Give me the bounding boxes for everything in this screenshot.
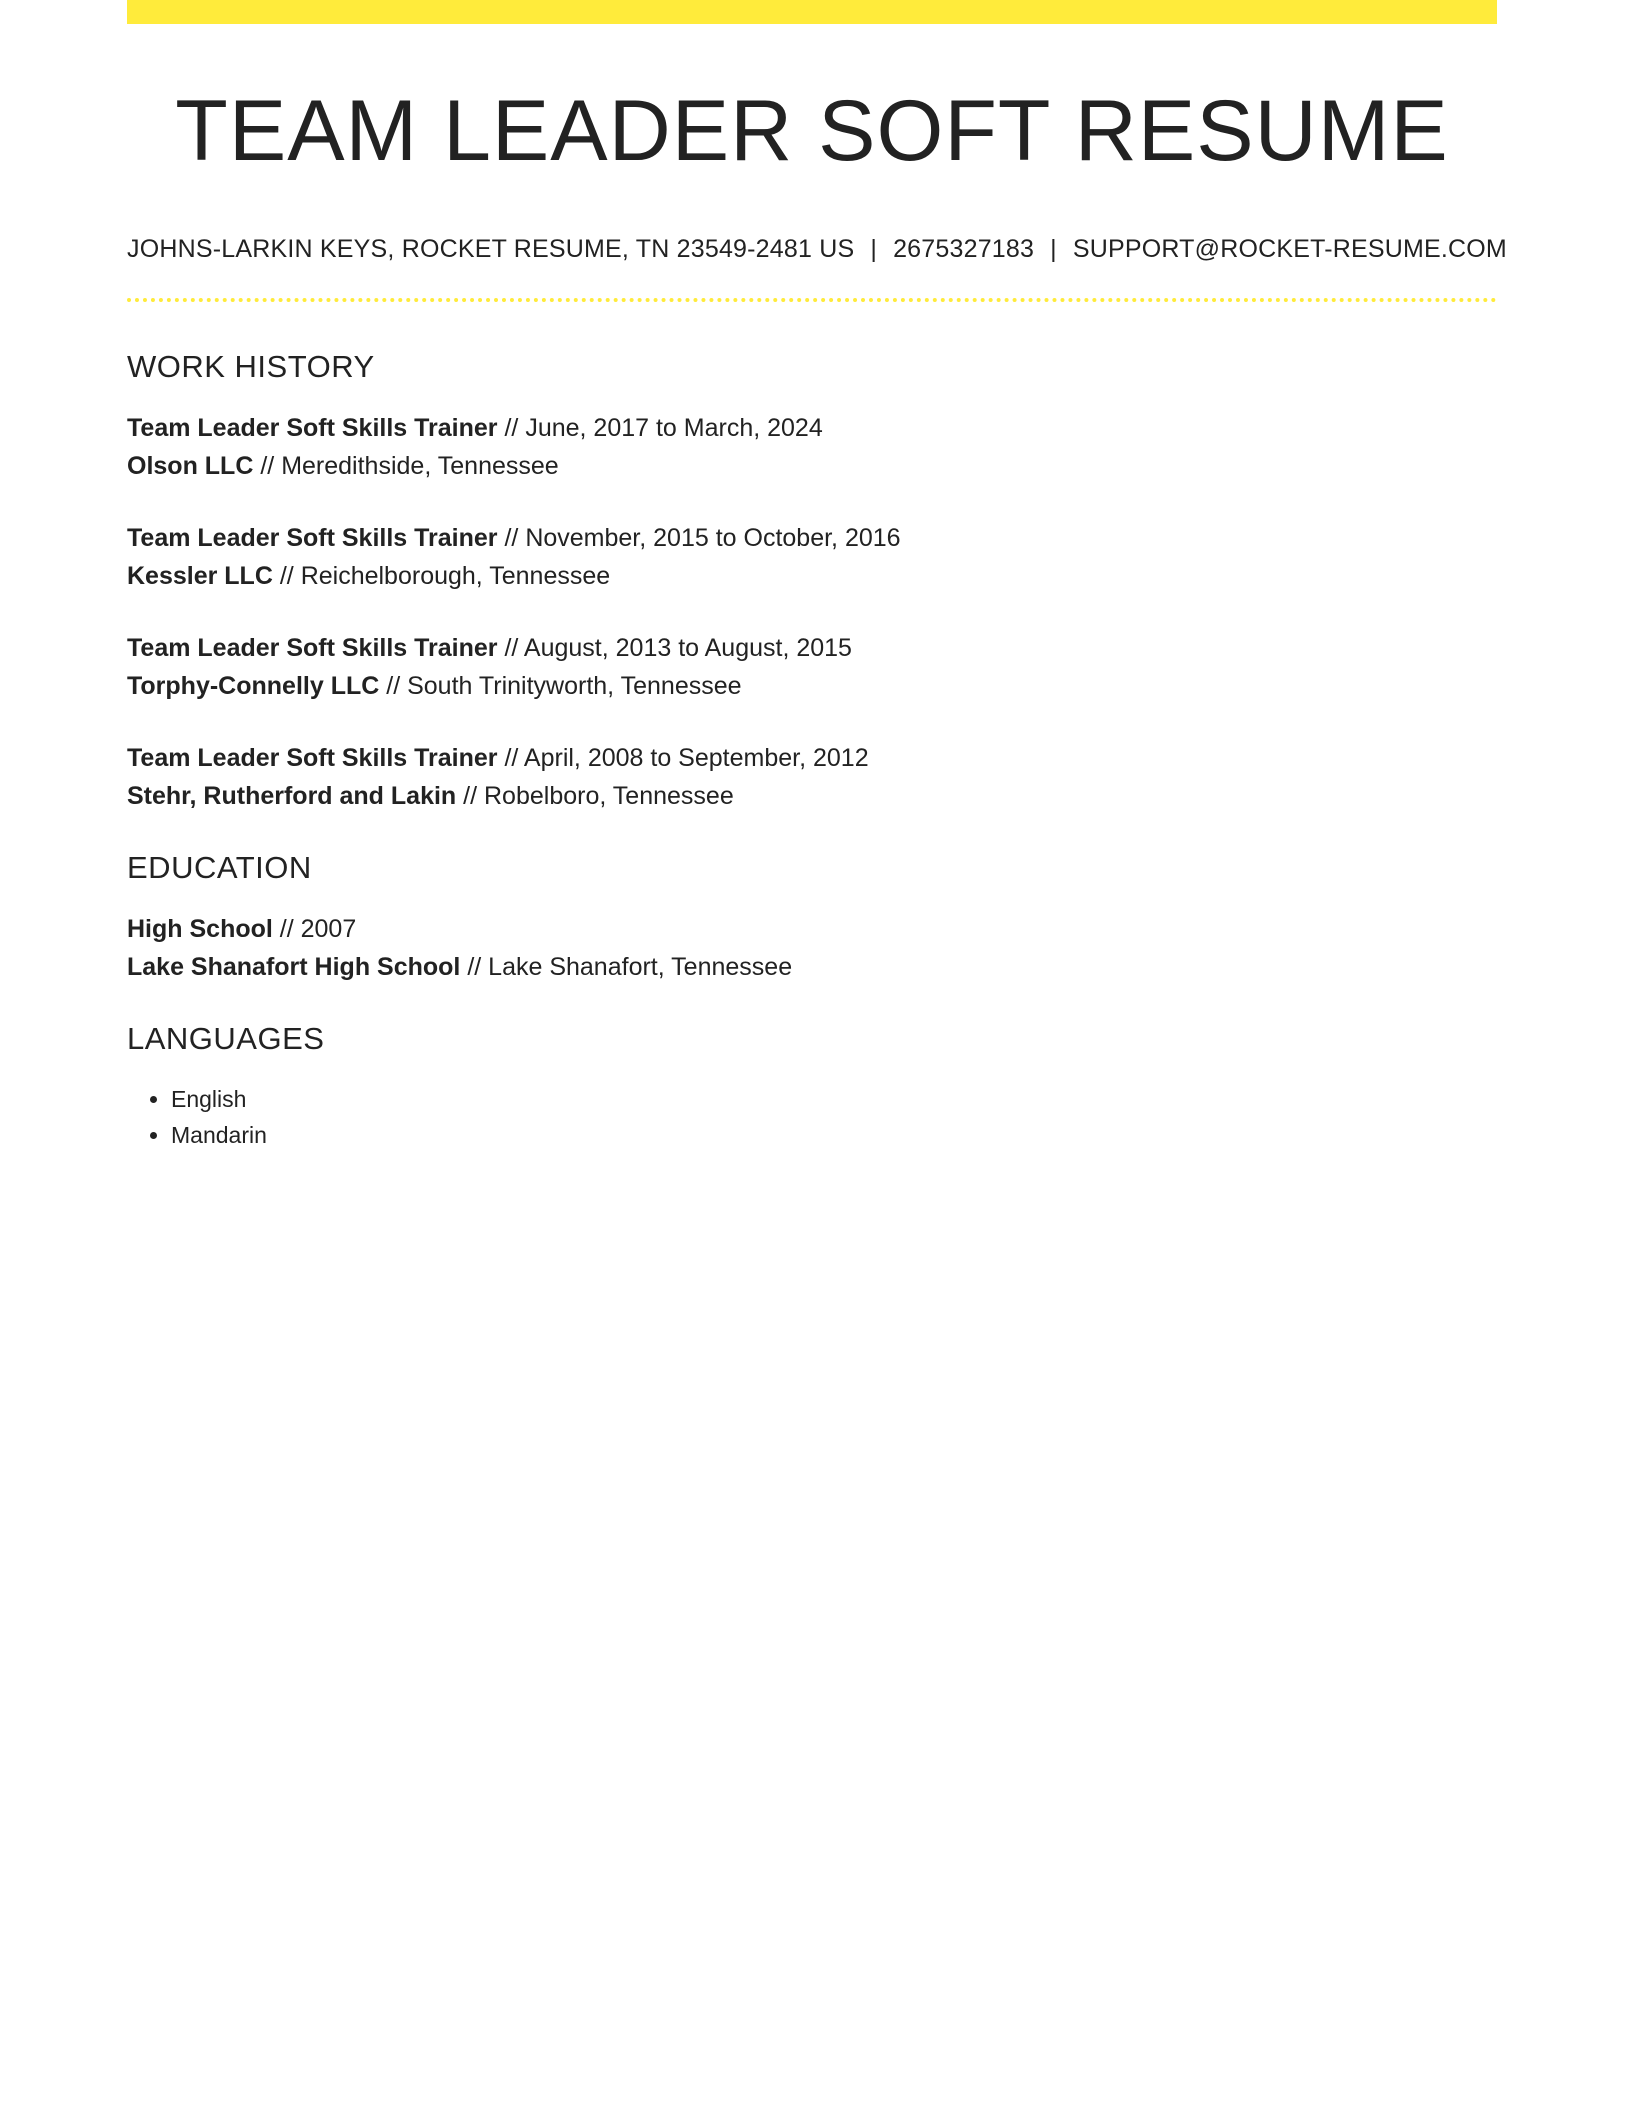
job-location: Meredithside, Tennessee	[281, 452, 559, 481]
job-entry	[127, 409, 1497, 485]
dotted-divider	[127, 298, 1497, 302]
work-history-list	[127, 409, 1497, 815]
divider-text: //	[272, 915, 301, 944]
job-title-row	[127, 519, 1497, 557]
resume-page	[127, 0, 1507, 1153]
accent-top-bar	[127, 0, 1497, 24]
divider-text: //	[497, 744, 524, 773]
job-company-row	[127, 777, 1497, 815]
job-location: Reichelborough, Tennessee	[300, 562, 611, 591]
job-company: Stehr, Rutherford and Lakin	[127, 782, 457, 811]
divider-text: //	[497, 634, 524, 663]
job-location: South Trinityworth, Tennessee	[407, 672, 742, 701]
job-location: Robelboro, Tennessee	[484, 782, 734, 811]
job-company-row	[127, 557, 1497, 595]
contact-phone: 2675327183	[893, 234, 1035, 263]
job-title-row	[127, 629, 1497, 667]
divider-text: //	[456, 782, 484, 811]
work-history-heading: WORK HISTORY	[127, 348, 375, 384]
contact-email: SUPPORT@ROCKET-RESUME.COM	[1072, 234, 1507, 263]
education-location: Lake Shanafort, Tennessee	[488, 953, 793, 982]
job-company: Kessler LLC	[127, 562, 273, 591]
job-title-row	[127, 409, 1497, 447]
education-school-row	[127, 948, 1497, 986]
job-title-row	[127, 739, 1497, 777]
divider-text: //	[272, 562, 301, 591]
job-title: Team Leader Soft Skills Trainer	[127, 524, 498, 553]
job-entry	[127, 739, 1497, 815]
languages-list	[127, 1081, 1497, 1153]
languages-heading: LANGUAGES	[127, 1021, 325, 1057]
divider-text: //	[497, 524, 526, 553]
divider-text: //	[379, 672, 408, 701]
job-company-row	[127, 667, 1497, 705]
job-company-row	[127, 447, 1497, 485]
education-entry	[127, 910, 1497, 986]
divider-text: //	[497, 414, 526, 443]
page-title: TEAM LEADER SOFT RESUME	[175, 83, 1449, 179]
job-entry	[127, 629, 1497, 705]
education-degree-row	[127, 910, 1497, 948]
contact-separator: |	[870, 234, 878, 263]
job-entry	[127, 519, 1497, 595]
job-title: Team Leader Soft Skills Trainer	[127, 414, 498, 443]
divider-text: //	[460, 953, 489, 982]
job-title: Team Leader Soft Skills Trainer	[127, 744, 498, 773]
education-school: Lake Shanafort High School	[127, 953, 461, 982]
job-company: Torphy-Connelly LLC	[127, 672, 380, 701]
list-item-language: • Mandarin	[171, 1117, 1497, 1153]
contact-line	[127, 234, 1507, 264]
job-dates: August, 2013 to August, 2015	[523, 634, 852, 663]
job-dates: November, 2015 to October, 2016	[525, 524, 901, 553]
education-heading: EDUCATION	[127, 850, 312, 886]
job-dates: June, 2017 to March, 2024	[525, 414, 823, 443]
job-dates: April, 2008 to September, 2012	[523, 744, 869, 773]
job-title: Team Leader Soft Skills Trainer	[127, 634, 498, 663]
job-company: Olson LLC	[127, 452, 254, 481]
list-item-language: • English	[171, 1081, 1497, 1117]
education-year: 2007	[300, 915, 357, 944]
divider-text: //	[253, 452, 282, 481]
contact-address: JOHNS-LARKIN KEYS, ROCKET RESUME, TN 23549-2481 US	[127, 234, 855, 263]
contact-separator: |	[1050, 234, 1057, 263]
education-degree: High School	[127, 915, 273, 944]
